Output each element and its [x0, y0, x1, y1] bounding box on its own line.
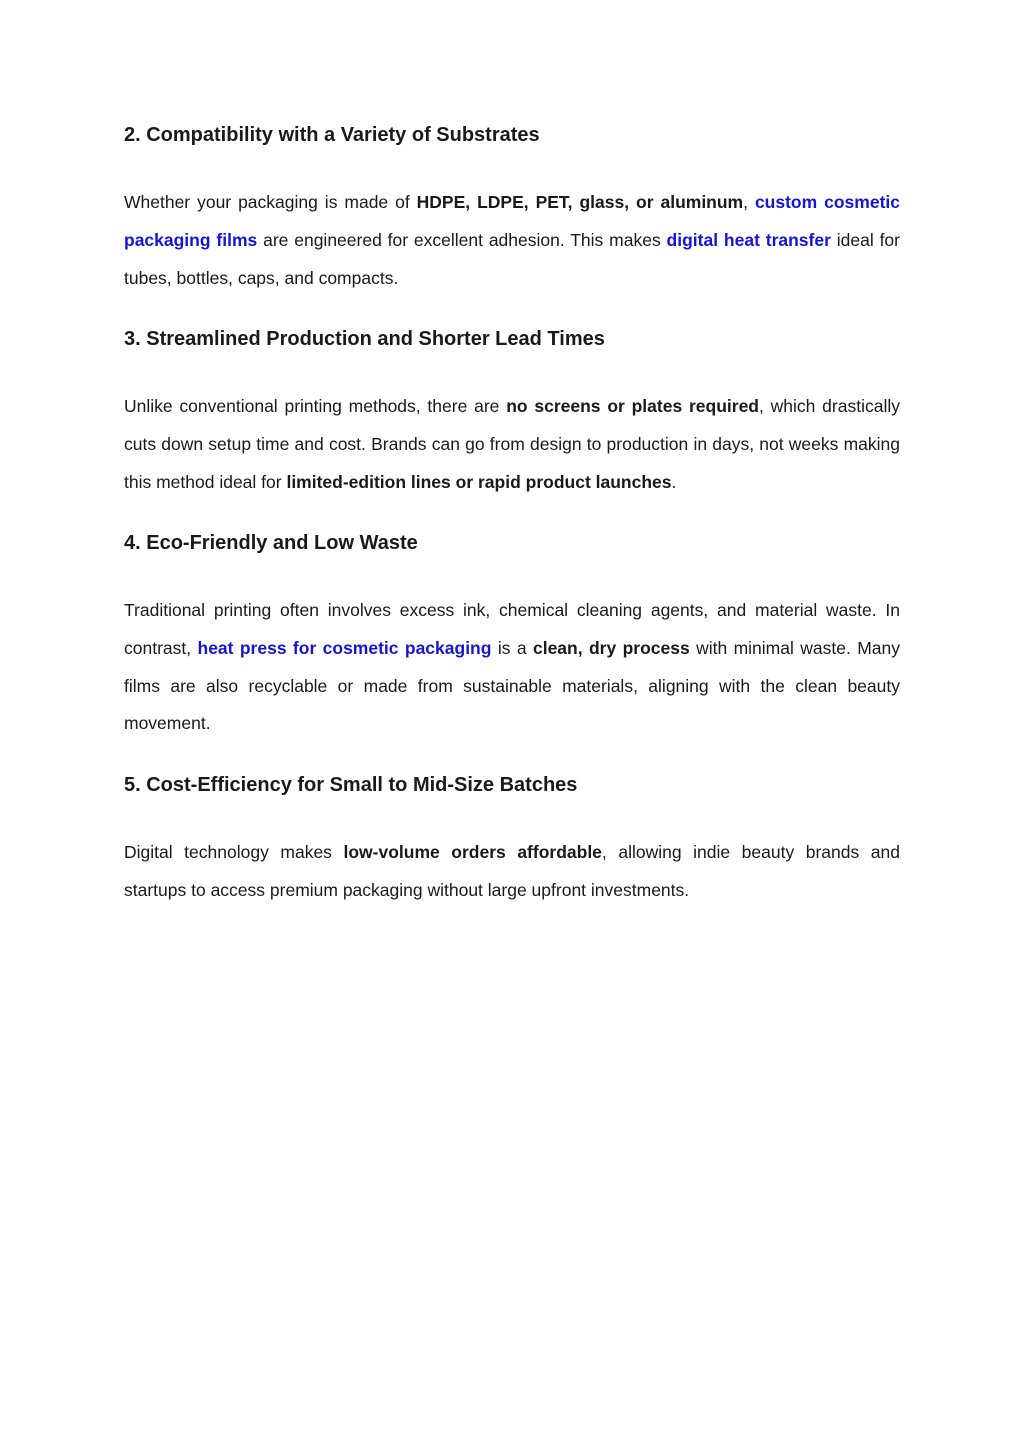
bold-text-substrates: HDPE, LDPE, PET, glass, or aluminum	[416, 192, 744, 212]
section-heading-streamlined-production: 3. Streamlined Production and Shorter Lead Times	[124, 328, 605, 350]
text-run: ,	[743, 192, 755, 212]
text-run: Traditional printing often involves excess ink, chemical cleaning agents, and material waste. In contrast,	[124, 600, 900, 658]
bold-text-clean-dry-process: clean, dry process	[532, 637, 690, 658]
link-custom-cosmetic-packaging-films[interactable]: custom cosmetic packaging films	[124, 192, 900, 250]
section-heading-cost-efficiency: 5. Cost-Efficiency for Small to Mid-Size Batches	[124, 774, 578, 796]
text-run: are engineered for excellent adhesion. This makes	[257, 229, 667, 250]
section-heading-compatibility: 2. Compatibility with a Variety of Substrates	[124, 124, 540, 146]
text-run: , which drastically cuts down setup time and cost. Brands can go from design to production in days, not weeks making this method ideal for	[124, 396, 900, 492]
text-run: is a	[491, 637, 533, 658]
link-heat-press-for-cosmetic-packaging[interactable]: heat press for cosmetic packaging	[197, 637, 492, 658]
section-paragraph-streamlined-production	[124, 388, 900, 501]
section-heading-eco-friendly: 4. Eco-Friendly and Low Waste	[124, 532, 418, 554]
text-run: with minimal waste. Many films are also recyclable or made from sustainable materials, aligning with the clean beauty movement.	[124, 637, 900, 734]
text-run: Whether your packaging is made of	[124, 192, 417, 212]
text-run: .	[671, 471, 677, 492]
section-paragraph-cost-efficiency	[124, 834, 900, 910]
text-run: Unlike conventional printing methods, there are	[124, 396, 507, 416]
bold-text-no-screens: no screens or plates required	[506, 396, 759, 416]
link-digital-heat-transfer[interactable]: digital heat transfer	[666, 229, 831, 250]
section-paragraph-eco-friendly	[124, 592, 900, 743]
bold-text-limited-edition: limited-edition lines or rapid product launches	[286, 471, 672, 492]
section-paragraph-compatibility	[124, 184, 900, 297]
text-run: ideal for tubes, bottles, caps, and compacts.	[124, 229, 900, 288]
text-run: , allowing indie beauty brands and startups to access premium packaging without large upfront investments.	[124, 842, 901, 900]
bold-text-low-volume: low-volume orders affordable	[343, 842, 602, 862]
text-run: Digital technology makes	[124, 842, 344, 862]
